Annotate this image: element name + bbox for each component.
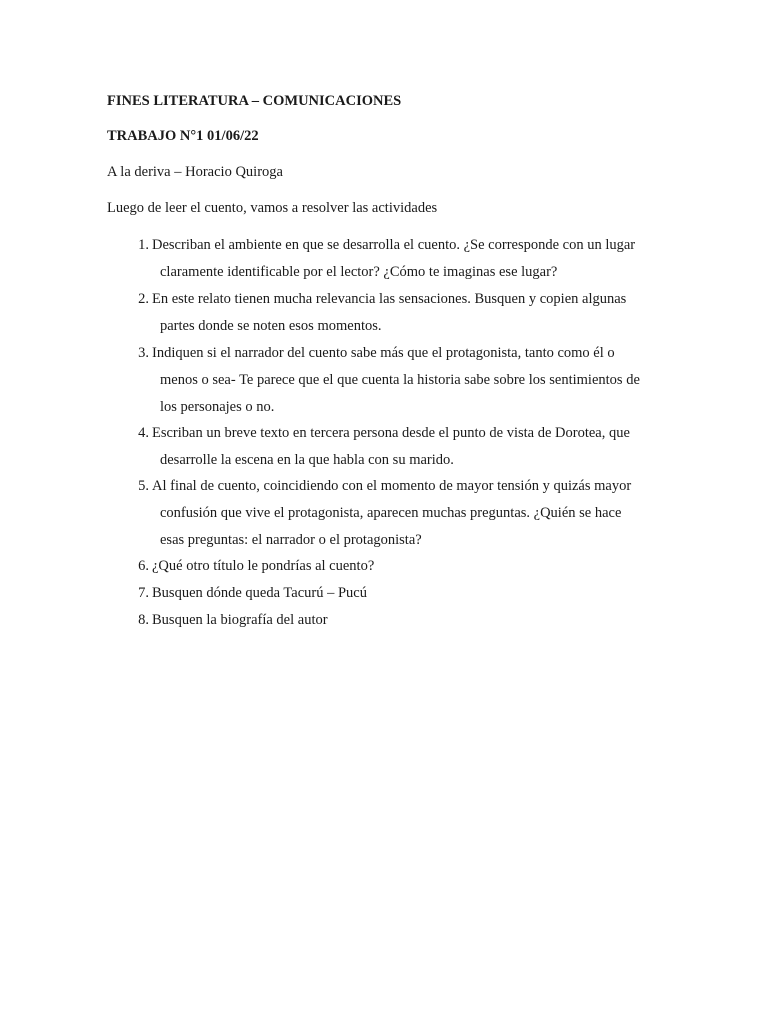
list-item-text: En este relato tienen mucha relevancia las sensaciones. Busquen y copien algunas — [152, 291, 627, 307]
list-item-number: 7. — [138, 585, 149, 601]
list-item-text: menos o sea- Te parece que el que cuenta la historia sabe sobre los sentimientos de — [160, 372, 640, 388]
story-title: A la deriva – Horacio Quiroga — [107, 164, 283, 180]
list-item-text: Describan el ambiente en que se desarrolla el cuento. ¿Se corresponde con un lugar — [152, 237, 636, 253]
list-item-text: ¿Qué otro título le pondrías al cuento? — [152, 558, 375, 574]
assignment-title: TRABAJO N°1 01/06/22 — [107, 128, 259, 144]
intro-text: Luego de leer el cuento, vamos a resolver las actividades — [107, 200, 438, 216]
list-item-number: 3. — [138, 345, 149, 361]
list-item-text: los personajes o no. — [160, 399, 275, 415]
list-item-text: Busquen dónde queda Tacurú – Pucú — [152, 585, 367, 601]
list-item-number: 1. — [138, 237, 149, 253]
document-heading: FINES LITERATURA – COMUNICACIONES — [107, 93, 402, 109]
list-item-text: partes donde se noten esos momentos. — [160, 318, 382, 334]
list-item-number: 8. — [138, 612, 149, 628]
list-item-number: 5. — [138, 478, 149, 494]
list-item-text: Busquen la biografía del autor — [152, 612, 328, 628]
list-item-text: claramente identificable por el lector? ¿Cómo te imaginas ese lugar? — [160, 264, 558, 280]
list-item-text: Escriban un breve texto en tercera persona desde el punto de vista de Dorotea, que — [152, 425, 630, 441]
list-item-number: 6. — [138, 558, 149, 574]
list-item-text: Al final de cuento, coincidiendo con el momento de mayor tensión y quizás mayor — [152, 478, 632, 494]
list-item-text: Indiquen si el narrador del cuento sabe más que el protagonista, tanto como él o — [152, 345, 615, 361]
list-item-number: 2. — [138, 291, 149, 307]
list-item-text: desarrolle la escena en la que habla con su marido. — [160, 452, 454, 468]
list-item-text: confusión que vive el protagonista, aparecen muchas preguntas. ¿Quién se hace — [160, 505, 622, 521]
list-item-number: 4. — [138, 425, 149, 441]
list-item-text: esas preguntas: el narrador o el protagonista? — [160, 532, 422, 548]
